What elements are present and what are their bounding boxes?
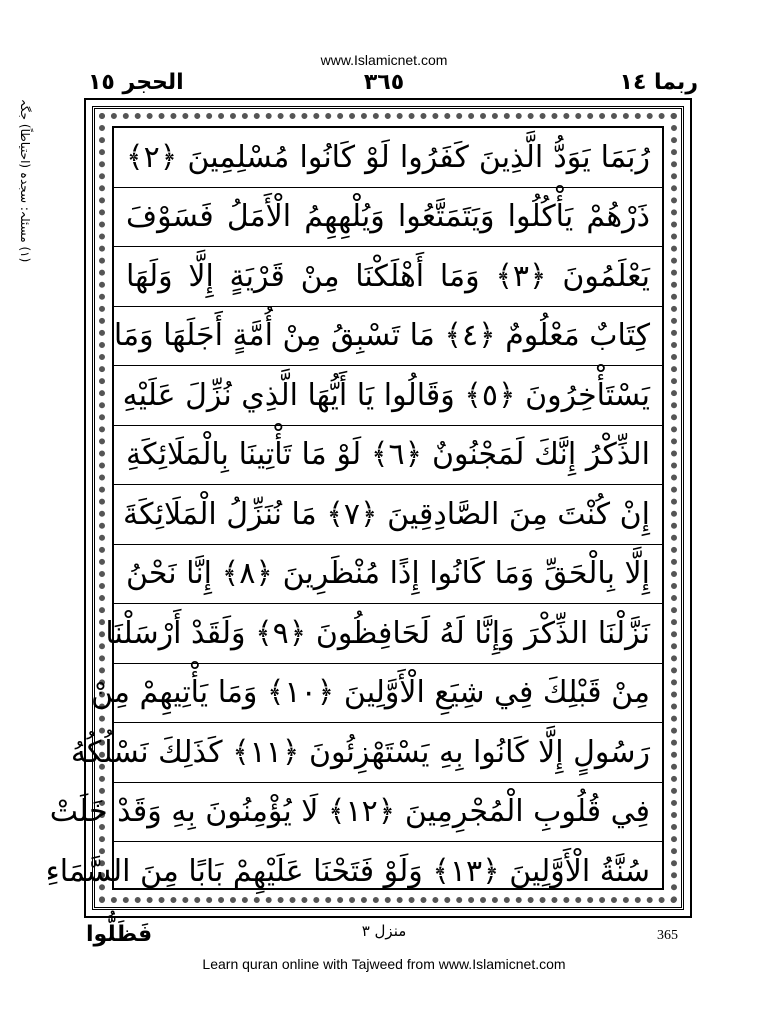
quran-line: سُنَّةُ الْأَوَّلِينَ ﴿١٣﴾ وَلَوْ فَتَحْنَا عَلَيْهِمْ بَابًا مِنَ السَّمَاءِ xyxy=(45,854,650,890)
quran-line: الذِّكْرُ إِنَّكَ لَمَجْنُونٌ ﴿٦﴾ لَوْ مَا تَأْتِينَا بِالْمَلَائِكَةِ xyxy=(114,426,662,486)
quran-line: إِنْ كُنْتَ مِنَ الصَّادِقِينَ ﴿٧﴾ مَا نُنَزِّلُ الْمَلَائِكَةَ xyxy=(114,485,662,545)
quran-line: ذَرْهُمْ يَأْكُلُوا وَيَتَمَتَّعُوا وَيُلْهِهِمُ الْأَمَلُ فَسَوْفَ xyxy=(114,188,662,248)
quran-line: إِلَّا بِالْحَقِّ وَمَا كَانُوا إِذًا مُنْظَرِينَ ﴿٨﴾ إِنَّا نَحْنُ xyxy=(114,545,662,605)
header-juz-name: ربما ١٤ xyxy=(619,70,698,95)
quran-line: نَزَّلْنَا الذِّكْرَ وَإِنَّا لَهُ لَحَافِظُونَ ﴿٩﴾ وَلَقَدْ أَرْسَلْنَا xyxy=(114,604,662,664)
page-number: 365 xyxy=(657,928,678,943)
quran-line: يَعْلَمُونَ ﴿٣﴾ وَمَا أَهْلَكْنَا مِنْ قَرْيَةٍ إِلَّا وَلَهَا xyxy=(114,247,662,307)
quran-line: كِتَابٌ مَعْلُومٌ ﴿٤﴾ مَا تَسْبِقُ مِنْ أُمَّةٍ أَجَلَهَا وَمَا xyxy=(114,307,662,367)
site-url[interactable]: www.Islamicnet.com xyxy=(320,52,448,68)
header-surah-name: الحجر ١٥ xyxy=(88,70,184,95)
quran-line: فِي قُلُوبِ الْمُجْرِمِينَ ﴿١٢﴾ لَا يُؤْمِنُونَ بِهِ وَقَدْ خَلَتْ xyxy=(114,783,662,843)
catchword: فَظَلُّوا xyxy=(86,922,153,947)
bottom-note[interactable]: Learn quran online with Tajweed from www.Islamicnet.com xyxy=(202,956,566,972)
text-panel xyxy=(45,126,664,890)
quran-line: مِنْ قَبْلِكَ فِي شِيَعِ الْأَوَّلِينَ ﴿١٠﴾ وَمَا يَأْتِيهِمْ مِنْ xyxy=(114,664,662,724)
page-number-arabic: ٣٦٥ xyxy=(363,70,405,95)
page-frame xyxy=(45,98,692,918)
quran-line: رُبَمَا يَوَدُّ الَّذِينَ كَفَرُوا لَوْ كَانُوا مُسْلِمِينَ ﴿٢﴾ xyxy=(114,128,662,188)
manzil-label: منزل ٣ xyxy=(361,922,407,940)
quran-line: يَسْتَأْخِرُونَ ﴿٥﴾ وَقَالُوا يَا أَيُّهَا الَّذِي نُزِّلَ عَلَيْهِ xyxy=(114,366,662,426)
side-note: (١) مسئلہ: سجدہ (احتیاطاً) جگہ xyxy=(18,98,32,262)
quran-line: رَسُولٍ إِلَّا كَانُوا بِهِ يَسْتَهْزِئُونَ ﴿١١﴾ كَذَلِكَ نَسْلُكُهُ xyxy=(114,723,662,783)
